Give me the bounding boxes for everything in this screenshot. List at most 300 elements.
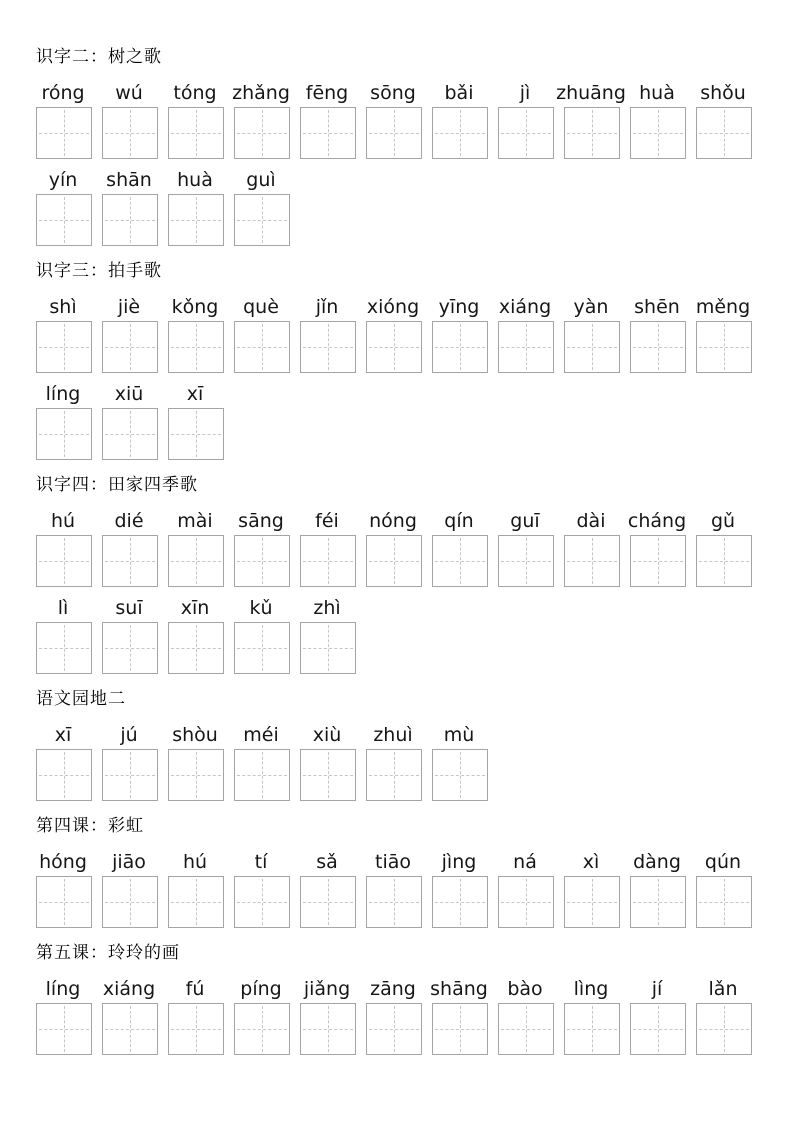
- vertical-guide-line: [592, 538, 593, 584]
- vertical-guide-line: [328, 1006, 329, 1052]
- writing-box: [168, 107, 224, 159]
- writing-box: [234, 321, 290, 373]
- vertical-guide-line: [328, 538, 329, 584]
- syllable-cell: [36, 78, 90, 159]
- vertical-guide-line: [328, 324, 329, 370]
- pinyin-label: guī: [510, 510, 540, 532]
- syllable-cell: [102, 974, 156, 1055]
- section-title: 识字二：树之歌: [36, 47, 162, 67]
- vertical-guide-line: [328, 752, 329, 798]
- syllable-cell: [300, 506, 354, 587]
- writing-box: [366, 1003, 422, 1055]
- writing-box: [300, 622, 356, 674]
- syllable-cell: [696, 847, 750, 928]
- writing-box: [432, 1003, 488, 1055]
- pinyin-label: xiù: [312, 724, 342, 746]
- writing-box: [36, 408, 92, 460]
- writing-box: [432, 107, 488, 159]
- writing-box: [498, 876, 554, 928]
- syllable-cell: [102, 720, 156, 801]
- syllable-cell: [432, 974, 486, 1055]
- pinyin-label: lì: [57, 597, 69, 619]
- syllable-cell: [564, 847, 618, 928]
- vertical-guide-line: [394, 538, 395, 584]
- vertical-guide-line: [130, 197, 131, 243]
- section-title: 识字四：田家四季歌: [36, 475, 198, 495]
- syllable-cell: [168, 720, 222, 801]
- pinyin-label: qín: [444, 510, 474, 532]
- pinyin-label: ná: [513, 851, 537, 873]
- writing-box: [102, 321, 158, 373]
- writing-box: [168, 194, 224, 246]
- worksheet-section: [36, 688, 763, 801]
- syllable-cell: [102, 379, 156, 460]
- pinyin-label: shān: [106, 169, 152, 191]
- syllable-cell: [630, 78, 684, 159]
- pinyin-label: lìng: [573, 978, 609, 1000]
- vertical-guide-line: [592, 879, 593, 925]
- writing-box: [168, 535, 224, 587]
- syllable-row: [36, 974, 763, 1055]
- pinyin-label: guì: [246, 169, 276, 191]
- writing-box: [498, 535, 554, 587]
- vertical-guide-line: [724, 324, 725, 370]
- worksheet-section: [36, 474, 763, 674]
- pinyin-label: gǔ: [710, 510, 736, 532]
- syllable-cell: [630, 292, 684, 373]
- syllable-cell: [168, 593, 222, 674]
- pinyin-label: xiáng: [102, 978, 156, 1000]
- writing-box: [102, 1003, 158, 1055]
- syllable-cell: [36, 379, 90, 460]
- writing-box: [168, 408, 224, 460]
- vertical-guide-line: [196, 197, 197, 243]
- vertical-guide-line: [658, 324, 659, 370]
- vertical-guide-line: [196, 752, 197, 798]
- vertical-guide-line: [394, 110, 395, 156]
- syllable-cell: [300, 847, 354, 928]
- syllable-cell: [36, 720, 90, 801]
- writing-box: [300, 749, 356, 801]
- writing-box: [564, 1003, 620, 1055]
- syllable-cell: [696, 292, 750, 373]
- writing-box: [36, 622, 92, 674]
- syllable-cell: [300, 720, 354, 801]
- writing-box: [432, 321, 488, 373]
- syllable-cell: [102, 78, 156, 159]
- vertical-guide-line: [64, 110, 65, 156]
- syllable-cell: [366, 78, 420, 159]
- pinyin-label: huà: [639, 82, 675, 104]
- section-title: 第五课：玲玲的画: [36, 943, 180, 963]
- pinyin-label: zhǎng: [232, 82, 290, 104]
- pinyin-label: měng: [695, 296, 751, 318]
- vertical-guide-line: [64, 625, 65, 671]
- writing-box: [432, 535, 488, 587]
- syllable-cell: [168, 379, 222, 460]
- pinyin-label: xīn: [180, 597, 210, 619]
- vertical-guide-line: [658, 110, 659, 156]
- vertical-guide-line: [64, 324, 65, 370]
- pinyin-label: jìng: [441, 851, 477, 873]
- vertical-guide-line: [394, 324, 395, 370]
- writing-box: [300, 876, 356, 928]
- pinyin-label: yàn: [573, 296, 609, 318]
- writing-box: [36, 321, 92, 373]
- vertical-guide-line: [130, 879, 131, 925]
- worksheet-section: [36, 46, 763, 246]
- writing-box: [696, 107, 752, 159]
- vertical-guide-line: [64, 1006, 65, 1052]
- writing-box: [696, 1003, 752, 1055]
- writing-box: [630, 321, 686, 373]
- pinyin-label: yīng: [438, 296, 480, 318]
- vertical-guide-line: [262, 110, 263, 156]
- writing-box: [102, 107, 158, 159]
- vertical-guide-line: [592, 1006, 593, 1052]
- syllable-cell: [696, 78, 750, 159]
- vertical-guide-line: [130, 1006, 131, 1052]
- writing-box: [696, 876, 752, 928]
- syllable-cell: [168, 165, 222, 246]
- syllable-cell: [432, 506, 486, 587]
- syllable-cell: [168, 974, 222, 1055]
- syllable-row: [36, 292, 763, 373]
- pinyin-label: tiāo: [375, 851, 411, 873]
- writing-box: [102, 876, 158, 928]
- vertical-guide-line: [196, 879, 197, 925]
- pinyin-label: fú: [185, 978, 205, 1000]
- vertical-guide-line: [196, 110, 197, 156]
- writing-box: [630, 107, 686, 159]
- pinyin-label: shì: [49, 296, 77, 318]
- writing-box: [564, 107, 620, 159]
- pinyin-label: shāng: [430, 978, 488, 1000]
- syllable-cell: [564, 506, 618, 587]
- writing-box: [564, 535, 620, 587]
- vertical-guide-line: [262, 752, 263, 798]
- pinyin-label: jiè: [117, 296, 141, 318]
- vertical-guide-line: [262, 538, 263, 584]
- vertical-guide-line: [460, 879, 461, 925]
- writing-box: [630, 1003, 686, 1055]
- pinyin-label: róng: [41, 82, 85, 104]
- pinyin-label: jiǎng: [303, 978, 351, 1000]
- syllable-cell: [556, 78, 626, 159]
- writing-box: [432, 749, 488, 801]
- syllable-cell: [234, 78, 288, 159]
- syllable-cell: [498, 506, 552, 587]
- vertical-guide-line: [64, 752, 65, 798]
- vertical-guide-line: [262, 1006, 263, 1052]
- vertical-guide-line: [130, 411, 131, 457]
- syllable-cell: [168, 292, 222, 373]
- syllable-row: [36, 593, 763, 674]
- pinyin-label: mài: [177, 510, 213, 532]
- writing-box: [168, 1003, 224, 1055]
- pinyin-label: tóng: [173, 82, 217, 104]
- pinyin-label: sǎ: [316, 851, 338, 873]
- vertical-guide-line: [394, 752, 395, 798]
- vertical-guide-line: [262, 625, 263, 671]
- pinyin-label: xī: [54, 724, 72, 746]
- writing-box: [498, 1003, 554, 1055]
- section-title: 识字三：拍手歌: [36, 261, 162, 281]
- writing-box: [168, 749, 224, 801]
- pinyin-label: xī: [186, 383, 204, 405]
- vertical-guide-line: [262, 879, 263, 925]
- syllable-cell: [498, 974, 552, 1055]
- syllable-cell: [234, 593, 288, 674]
- pinyin-label: xióng: [366, 296, 420, 318]
- syllable-cell: [366, 506, 420, 587]
- syllable-cell: [36, 847, 90, 928]
- vertical-guide-line: [64, 411, 65, 457]
- pinyin-label: mù: [443, 724, 475, 746]
- writing-box: [102, 749, 158, 801]
- writing-box: [300, 535, 356, 587]
- vertical-guide-line: [460, 324, 461, 370]
- syllable-cell: [696, 506, 750, 587]
- writing-box: [300, 321, 356, 373]
- pinyin-label: què: [243, 296, 279, 318]
- pinyin-label: dàng: [633, 851, 681, 873]
- syllable-cell: [498, 292, 552, 373]
- syllable-cell: [630, 847, 684, 928]
- syllable-cell: [102, 506, 156, 587]
- vertical-guide-line: [658, 1006, 659, 1052]
- syllable-row: [36, 506, 763, 587]
- syllable-cell: [366, 720, 420, 801]
- vertical-guide-line: [526, 879, 527, 925]
- vertical-guide-line: [658, 538, 659, 584]
- writing-box: [234, 1003, 290, 1055]
- pinyin-label: lǎn: [708, 978, 738, 1000]
- writing-box: [36, 535, 92, 587]
- writing-box: [366, 321, 422, 373]
- syllable-cell: [696, 974, 750, 1055]
- writing-box: [234, 107, 290, 159]
- pinyin-label: fēng: [305, 82, 349, 104]
- syllable-cell: [300, 292, 354, 373]
- syllable-cell: [564, 292, 618, 373]
- writing-box: [168, 321, 224, 373]
- vertical-guide-line: [658, 879, 659, 925]
- writing-box: [36, 107, 92, 159]
- writing-box: [498, 321, 554, 373]
- pinyin-label: xiáng: [498, 296, 552, 318]
- vertical-guide-line: [130, 324, 131, 370]
- syllable-cell: [432, 847, 486, 928]
- pinyin-label: sāng: [238, 510, 284, 532]
- syllable-cell: [234, 506, 288, 587]
- syllable-cell: [564, 974, 618, 1055]
- writing-box: [564, 876, 620, 928]
- pinyin-label: jú: [120, 724, 138, 746]
- pinyin-label: huà: [177, 169, 213, 191]
- syllable-cell: [234, 165, 288, 246]
- vertical-guide-line: [526, 538, 527, 584]
- syllable-cell: [234, 720, 288, 801]
- syllable-cell: [36, 506, 90, 587]
- syllable-cell: [300, 78, 354, 159]
- writing-box: [234, 749, 290, 801]
- syllable-cell: [168, 506, 222, 587]
- vertical-guide-line: [592, 110, 593, 156]
- pinyin-label: zhì: [313, 597, 341, 619]
- vertical-guide-line: [526, 324, 527, 370]
- vertical-guide-line: [196, 324, 197, 370]
- vertical-guide-line: [196, 411, 197, 457]
- writing-box: [300, 1003, 356, 1055]
- vertical-guide-line: [526, 1006, 527, 1052]
- syllable-cell: [168, 847, 222, 928]
- pinyin-label: nóng: [369, 510, 417, 532]
- syllable-row: [36, 847, 763, 928]
- syllable-cell: [36, 593, 90, 674]
- syllable-row: [36, 78, 763, 159]
- writing-box: [102, 622, 158, 674]
- writing-box: [498, 107, 554, 159]
- syllable-cell: [102, 165, 156, 246]
- syllable-cell: [366, 974, 420, 1055]
- writing-box: [36, 876, 92, 928]
- writing-box: [234, 876, 290, 928]
- writing-box: [234, 622, 290, 674]
- pinyin-label: tí: [254, 851, 268, 873]
- writing-box: [234, 194, 290, 246]
- vertical-guide-line: [460, 752, 461, 798]
- pinyin-label: jì: [519, 82, 531, 104]
- vertical-guide-line: [130, 752, 131, 798]
- syllable-row: [36, 165, 763, 246]
- pinyin-label: sōng: [370, 82, 416, 104]
- pinyin-label: shòu: [172, 724, 218, 746]
- syllable-cell: [36, 292, 90, 373]
- pinyin-label: shǒu: [700, 82, 746, 104]
- vertical-guide-line: [724, 110, 725, 156]
- writing-box: [102, 408, 158, 460]
- pinyin-label: líng: [45, 383, 81, 405]
- syllable-cell: [300, 593, 354, 674]
- vertical-guide-line: [460, 1006, 461, 1052]
- writing-box: [696, 321, 752, 373]
- syllable-cell: [627, 506, 687, 587]
- vertical-guide-line: [130, 625, 131, 671]
- vertical-guide-line: [64, 879, 65, 925]
- writing-box: [366, 876, 422, 928]
- vertical-guide-line: [130, 110, 131, 156]
- writing-box: [432, 876, 488, 928]
- pinyin-label: líng: [45, 978, 81, 1000]
- syllable-cell: [102, 593, 156, 674]
- writing-box: [630, 876, 686, 928]
- syllable-cell: [432, 720, 486, 801]
- syllable-row: [36, 379, 763, 460]
- pinyin-label: qún: [704, 851, 742, 873]
- syllable-cell: [234, 292, 288, 373]
- section-title: 语文园地二: [36, 689, 126, 709]
- vertical-guide-line: [262, 197, 263, 243]
- pinyin-label: hú: [50, 510, 76, 532]
- syllable-row: [36, 720, 763, 801]
- syllable-cell: [234, 847, 288, 928]
- writing-box: [36, 194, 92, 246]
- vertical-guide-line: [724, 538, 725, 584]
- pinyin-label: zhuì: [373, 724, 413, 746]
- vertical-guide-line: [460, 538, 461, 584]
- writing-box: [168, 622, 224, 674]
- pinyin-label: kǔ: [249, 597, 273, 619]
- syllable-cell: [630, 974, 684, 1055]
- vertical-guide-line: [394, 1006, 395, 1052]
- syllable-cell: [498, 78, 552, 159]
- vertical-guide-line: [724, 1006, 725, 1052]
- worksheet-section: [36, 260, 763, 460]
- vertical-guide-line: [724, 879, 725, 925]
- writing-box: [168, 876, 224, 928]
- writing-box: [366, 749, 422, 801]
- vertical-guide-line: [262, 324, 263, 370]
- syllable-cell: [102, 847, 156, 928]
- vertical-guide-line: [64, 197, 65, 243]
- pinyin-label: zāng: [370, 978, 416, 1000]
- pinyin-label: shēn: [634, 296, 680, 318]
- worksheet-page: [36, 46, 763, 1055]
- vertical-guide-line: [196, 625, 197, 671]
- writing-box: [234, 535, 290, 587]
- pinyin-label: bǎi: [444, 82, 474, 104]
- syllable-cell: [366, 847, 420, 928]
- pinyin-label: yín: [48, 169, 78, 191]
- section-title: 第四课：彩虹: [36, 816, 144, 836]
- syllable-cell: [168, 78, 222, 159]
- pinyin-label: féi: [315, 510, 339, 532]
- syllable-cell: [102, 292, 156, 373]
- writing-box: [36, 1003, 92, 1055]
- pinyin-label: hú: [182, 851, 208, 873]
- pinyin-label: kǒng: [171, 296, 219, 318]
- worksheet-section: [36, 942, 763, 1055]
- writing-box: [36, 749, 92, 801]
- pinyin-label: wú: [115, 82, 143, 104]
- syllable-cell: [36, 974, 90, 1055]
- writing-box: [102, 535, 158, 587]
- vertical-guide-line: [64, 538, 65, 584]
- vertical-guide-line: [592, 324, 593, 370]
- syllable-cell: [432, 78, 486, 159]
- syllable-cell: [36, 165, 90, 246]
- pinyin-label: xiū: [114, 383, 144, 405]
- writing-box: [696, 535, 752, 587]
- vertical-guide-line: [130, 538, 131, 584]
- vertical-guide-line: [328, 110, 329, 156]
- vertical-guide-line: [328, 879, 329, 925]
- pinyin-label: méi: [243, 724, 279, 746]
- vertical-guide-line: [328, 625, 329, 671]
- vertical-guide-line: [196, 538, 197, 584]
- writing-box: [564, 321, 620, 373]
- writing-box: [102, 194, 158, 246]
- pinyin-label: dié: [114, 510, 144, 532]
- pinyin-label: cháng: [627, 510, 687, 532]
- vertical-guide-line: [526, 110, 527, 156]
- writing-box: [366, 107, 422, 159]
- syllable-cell: [498, 847, 552, 928]
- syllable-cell: [234, 974, 288, 1055]
- pinyin-label: jí: [651, 978, 663, 1000]
- pinyin-label: jǐn: [315, 296, 339, 318]
